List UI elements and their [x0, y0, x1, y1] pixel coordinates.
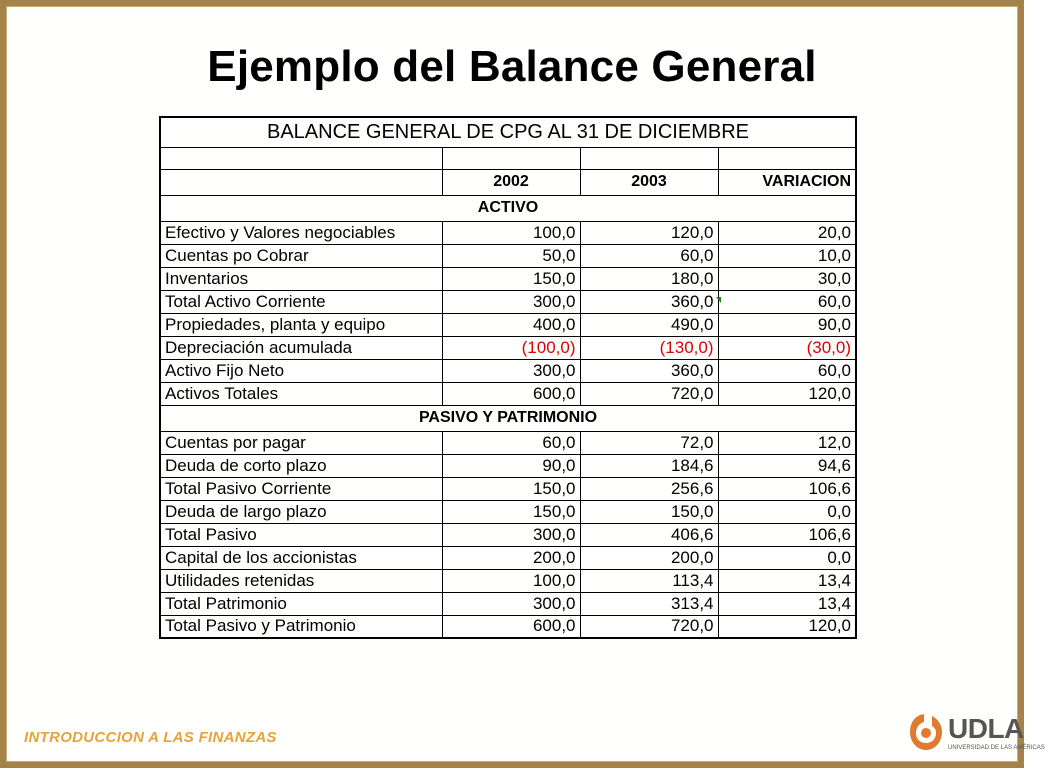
table-row — [160, 523, 856, 546]
blank-row — [160, 147, 856, 169]
value-variacion: 120,0 — [718, 615, 856, 638]
table-row — [160, 454, 856, 477]
value-2002: 100,0 — [442, 569, 580, 592]
value-variacion: 60,0 — [718, 359, 856, 382]
blank-cell — [442, 147, 580, 169]
column-header-variacion: VARIACION — [718, 169, 856, 195]
value-2002: 200,0 — [442, 546, 580, 569]
section-header: ACTIVO — [160, 195, 856, 221]
table-row — [160, 477, 856, 500]
value-2003: (130,0) — [580, 336, 718, 359]
value-variacion: 106,6 — [718, 477, 856, 500]
value-2003: 256,6 — [580, 477, 718, 500]
value-2002: 150,0 — [442, 477, 580, 500]
row-label: Capital de los accionistas — [160, 546, 442, 569]
value-2002: 600,0 — [442, 615, 580, 638]
value-variacion: 30,0 — [718, 267, 856, 290]
footer-course-title: INTRODUCCION A LAS FINANZAS — [24, 729, 277, 746]
row-label: Cuentas po Cobrar — [160, 244, 442, 267]
value-2002: 150,0 — [442, 267, 580, 290]
table-title: BALANCE GENERAL DE CPG AL 31 DE DICIEMBRE — [160, 117, 856, 147]
logo-wordmark: UDLA — [948, 713, 1024, 744]
column-header-2002: 2002 — [442, 169, 580, 195]
value-variacion: 13,4 — [718, 592, 856, 615]
balance-sheet-table — [159, 116, 857, 639]
column-header-2003: 2003 — [580, 169, 718, 195]
column-header-row — [160, 169, 856, 195]
udla-emblem-icon — [908, 712, 944, 752]
section-header: PASIVO Y PATRIMONIO — [160, 405, 856, 431]
value-variacion: 0,0 — [718, 546, 856, 569]
value-2002: 300,0 — [442, 290, 580, 313]
slide-title: Ejemplo del Balance General — [207, 42, 817, 91]
row-label: Activos Totales — [160, 382, 442, 405]
value-2002: 300,0 — [442, 523, 580, 546]
value-variacion: 13,4 — [718, 569, 856, 592]
section-header-row — [160, 405, 856, 431]
value-2002: 150,0 — [442, 500, 580, 523]
value-variacion: 10,0 — [718, 244, 856, 267]
row-label: Inventarios — [160, 267, 442, 290]
value-2002: 100,0 — [442, 221, 580, 244]
value-variacion: 106,6 — [718, 523, 856, 546]
section-header-row — [160, 195, 856, 221]
value-variacion: 94,6 — [718, 454, 856, 477]
value-2002: 60,0 — [442, 431, 580, 454]
row-label: Depreciación acumulada — [160, 336, 442, 359]
value-2003: 180,0 — [580, 267, 718, 290]
value-2002: 90,0 — [442, 454, 580, 477]
row-label: Propiedades, planta y equipo — [160, 313, 442, 336]
value-variacion: 60,0 — [718, 290, 856, 313]
table-row — [160, 569, 856, 592]
value-2003: 406,6 — [580, 523, 718, 546]
table-row — [160, 221, 856, 244]
row-label: Cuentas por pagar — [160, 431, 442, 454]
value-variacion: 90,0 — [718, 313, 856, 336]
header-blank-cell — [160, 169, 442, 195]
blank-cell — [580, 147, 718, 169]
table-row — [160, 313, 856, 336]
table-row — [160, 546, 856, 569]
value-variacion: 20,0 — [718, 221, 856, 244]
table-row — [160, 431, 856, 454]
value-2003: 72,0 — [580, 431, 718, 454]
row-label: Total Pasivo y Patrimonio — [160, 615, 442, 638]
row-label: Deuda de largo plazo — [160, 500, 442, 523]
value-2003: 360,0 — [580, 290, 718, 313]
row-label: Total Pasivo — [160, 523, 442, 546]
table-title-row — [160, 117, 856, 147]
table-row — [160, 500, 856, 523]
value-2003: 313,4 — [580, 592, 718, 615]
blank-cell — [160, 147, 442, 169]
value-2003: 360,0 — [580, 359, 718, 382]
row-label: Activo Fijo Neto — [160, 359, 442, 382]
value-variacion: 120,0 — [718, 382, 856, 405]
value-2003: 120,0 — [580, 221, 718, 244]
value-2003: 490,0 — [580, 313, 718, 336]
value-2003: 184,6 — [580, 454, 718, 477]
value-2002: 300,0 — [442, 359, 580, 382]
row-label: Total Activo Corriente — [160, 290, 442, 313]
table-row — [160, 592, 856, 615]
value-2003: 200,0 — [580, 546, 718, 569]
row-label: Efectivo y Valores negociables — [160, 221, 442, 244]
value-2002: 300,0 — [442, 592, 580, 615]
value-variacion: (30,0) — [718, 336, 856, 359]
value-2002: 600,0 — [442, 382, 580, 405]
value-2002: (100,0) — [442, 336, 580, 359]
table-row — [160, 336, 856, 359]
udla-logo — [908, 710, 1045, 760]
value-2002: 400,0 — [442, 313, 580, 336]
value-2003: 60,0 — [580, 244, 718, 267]
value-2003: 113,4 — [580, 569, 718, 592]
cell-indicator-icon — [716, 297, 721, 303]
table-row — [160, 290, 856, 313]
value-2002: 50,0 — [442, 244, 580, 267]
value-2003: 150,0 — [580, 500, 718, 523]
value-variacion: 12,0 — [718, 431, 856, 454]
row-label: Deuda de corto plazo — [160, 454, 442, 477]
value-2003: 720,0 — [580, 615, 718, 638]
blank-cell — [718, 147, 856, 169]
table-row — [160, 244, 856, 267]
row-label: Total Pasivo Corriente — [160, 477, 442, 500]
value-variacion: 0,0 — [718, 500, 856, 523]
table-row — [160, 615, 856, 638]
row-label: Utilidades retenidas — [160, 569, 442, 592]
logo-subtitle: UNIVERSIDAD DE LAS AMÉRICAS — [948, 745, 1045, 751]
table-row — [160, 267, 856, 290]
value-2003: 720,0 — [580, 382, 718, 405]
row-label: Total Patrimonio — [160, 592, 442, 615]
table-row — [160, 359, 856, 382]
table-row — [160, 382, 856, 405]
